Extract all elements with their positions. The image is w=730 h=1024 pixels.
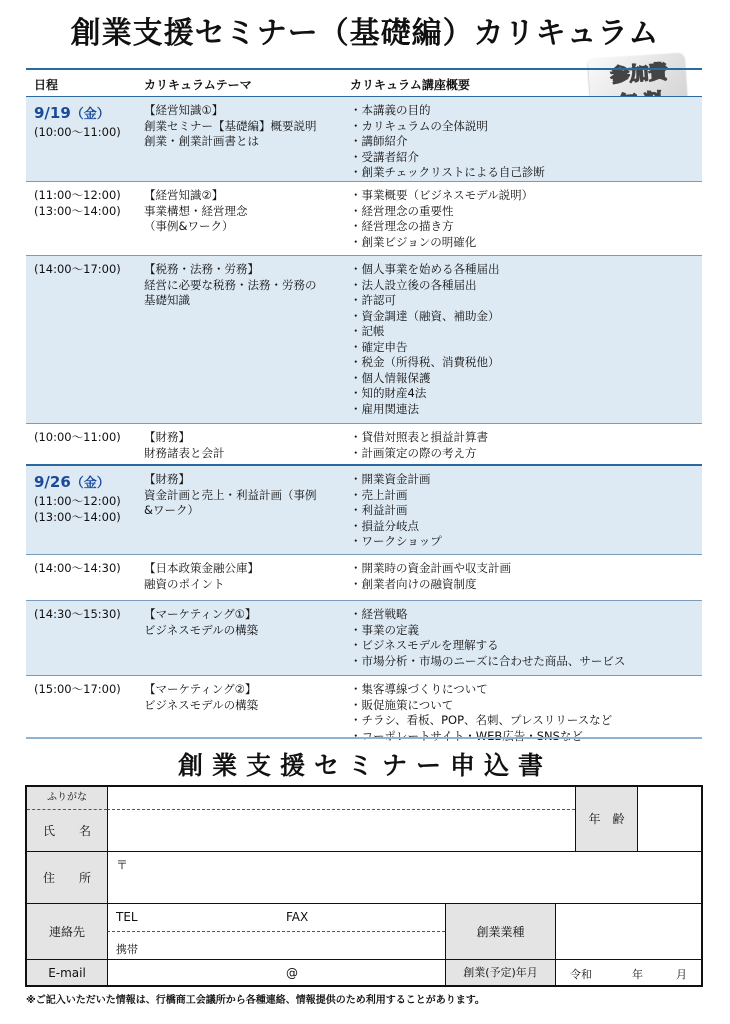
theme-line: 融資のポイント [144, 576, 225, 591]
email-field[interactable] [107, 959, 445, 985]
time-slot: (11:00～12:00) [34, 188, 121, 202]
summary-item: ・受講者紹介 [350, 149, 419, 164]
theme-line: 創業セミナー【基礎編】概要説明 [144, 118, 317, 133]
theme-line: 基礎知識 [144, 293, 190, 307]
address-label: 住 所 [27, 851, 107, 903]
tel-fax-field[interactable] [107, 903, 445, 931]
table-row [26, 97, 702, 182]
name-field[interactable] [107, 809, 575, 851]
session-date: 9/26（金） [34, 473, 110, 491]
summary-item: ・本講義の目的 [350, 103, 431, 117]
time-slot: (14:00～17:00) [34, 262, 121, 276]
summary-item: ・市場分析・市場のニーズに合わせた商品、サービス [350, 653, 626, 668]
summary-item: ・ビジネスモデルを理解する [350, 638, 499, 652]
postal-mark: 〒 [116, 858, 129, 872]
summary-item: ・経営理念の描き方 [350, 219, 454, 233]
age-field[interactable] [637, 787, 701, 851]
form-title: 創業支援セミナー申込書 [177, 751, 552, 780]
table-row [26, 256, 702, 424]
theme-line: （事例&ワーク） [144, 219, 234, 233]
contact-label: 連絡先 [27, 903, 107, 959]
theme-line: 【経営知識①】 [144, 103, 224, 117]
time-slot: (10:00～11:00) [34, 125, 121, 139]
time-slot: (14:30～15:30) [34, 607, 121, 621]
email-label: E-mail [27, 959, 107, 985]
session-date: 9/19（金） [34, 104, 110, 122]
address-field[interactable] [107, 851, 701, 903]
summary-item: ・経営戦略 [350, 607, 408, 621]
stamp-line-1: 参加費 [609, 61, 669, 87]
summary-item: ・利益計画 [350, 503, 408, 517]
at-sign: @ [286, 966, 298, 980]
theme-line: 【税務・法務・労務】 [144, 262, 259, 276]
privacy-note: ※ご記入いただいた情報は、行橋商工会議所から各種連絡、情報提供のため利用することがあります。 [26, 995, 485, 1006]
summary-item: ・講師紹介 [350, 134, 408, 148]
summary-item: ・事業の定義 [350, 622, 419, 637]
summary-item: ・確定申告 [350, 339, 408, 354]
page-title: 創業支援セミナー（基礎編）カリキュラム [70, 16, 660, 51]
summary-item: ・創業者向けの融資制度 [350, 576, 477, 591]
summary-item: ・個人情報保護 [350, 370, 431, 385]
summary-item: ・事業概要（ビジネスモデル説明） [350, 188, 534, 202]
theme-line: 経営に必要な税務・法務・労務の [144, 277, 317, 292]
theme-line: 【日本政策金融公庫】 [144, 561, 259, 575]
month-label: 月 [676, 968, 687, 981]
summary-item: ・チラシ、看板、POP、名刺、プレスリリースなど [350, 713, 613, 727]
summary-item: ・記帳 [350, 324, 385, 338]
tel-label: TEL [116, 910, 138, 924]
theme-line: 創業・創業計画書とは [144, 134, 259, 148]
time-slot: (13:00～14:00) [34, 203, 121, 218]
industry-field[interactable] [555, 903, 701, 959]
theme-line: ビジネスモデルの構築 [144, 622, 259, 637]
summary-item: ・ワークショップ [350, 534, 442, 548]
table-row [26, 424, 702, 466]
mobile-label: 携帯 [116, 943, 138, 956]
year-label: 年 [632, 968, 643, 981]
theme-line: 【マーケティング②】 [144, 682, 257, 696]
summary-item: ・個人事業を始める各種届出 [350, 262, 500, 276]
summary-item: ・税金（所得税、消費税他） [350, 355, 500, 369]
theme-line: 財務諸表と会計 [144, 445, 225, 460]
era-label: 令和 [570, 968, 592, 981]
founding-date-field[interactable] [555, 959, 701, 985]
table-row [26, 466, 702, 555]
summary-item: ・集客導線づくりについて [350, 682, 488, 696]
theme-line: 【マーケティング①】 [144, 607, 257, 621]
time-slot: (11:00～12:00) [34, 494, 121, 508]
theme-line: 事業構想・経営理念 [144, 203, 248, 218]
summary-item: ・開業時の資金計画や収支計画 [350, 561, 511, 575]
theme-line: 資金計画と売上・利益計画（事例 [144, 487, 317, 502]
name-label: 氏 名 [27, 809, 107, 851]
summary-item: ・損益分岐点 [350, 518, 419, 533]
summary-item: ・売上計画 [350, 487, 408, 502]
age-label: 年 齢 [575, 787, 637, 851]
summary-item: ・カリキュラムの全体説明 [350, 118, 488, 133]
summary-item: ・知的財産4法 [350, 386, 427, 400]
theme-line: &ワーク） [144, 503, 199, 517]
table-row [26, 601, 702, 676]
header-date: 日程 [34, 78, 59, 92]
summary-item: ・経営理念の重要性 [350, 203, 454, 218]
summary-item: ・法人設立後の各種届出 [350, 277, 477, 292]
theme-line: 【経営知識②】 [144, 188, 224, 202]
summary-item: ・計画策定の際の考え方 [350, 445, 477, 460]
industry-label: 創業業種 [445, 903, 555, 959]
summary-item: ・販促施策について [350, 697, 454, 712]
time-slot: (13:00～14:00) [34, 509, 121, 524]
time-slot: (14:00～14:30) [34, 561, 121, 575]
table-row [26, 555, 702, 601]
mobile-field[interactable] [107, 931, 445, 959]
summary-item: ・許認可 [350, 293, 396, 307]
summary-item: ・雇用関連法 [350, 401, 419, 416]
fax-label: FAX [286, 910, 309, 924]
summary-item: ・資金調達（融資、補助金） [350, 308, 500, 323]
summary-item: ・コーポレートサイト・WEB広告・SNSなど [350, 728, 583, 743]
section-divider [26, 737, 702, 739]
theme-line: 【財務】 [144, 472, 190, 486]
time-slot: (10:00～11:00) [34, 430, 121, 444]
summary-item: ・創業チェックリストによる自己診断 [350, 165, 545, 179]
summary-item: ・創業ビジョンの明確化 [350, 234, 477, 249]
furigana-label: ふりがな [27, 787, 107, 809]
application-form [25, 785, 703, 987]
header-summary: カリキュラム講座概要 [350, 78, 470, 92]
header-theme: カリキュラムテーマ [144, 78, 252, 92]
table-header [26, 70, 702, 97]
theme-line: ビジネスモデルの構築 [144, 697, 259, 712]
table-row [26, 676, 702, 746]
furigana-field[interactable] [107, 787, 575, 809]
theme-line: 【財務】 [144, 430, 190, 444]
summary-item: ・貸借対照表と損益計算書 [350, 430, 488, 444]
founding-label: 創業(予定)年月 [445, 959, 555, 985]
summary-item: ・開業資金計画 [350, 472, 431, 486]
table-row [26, 182, 702, 256]
time-slot: (15:00～17:00) [34, 682, 121, 696]
curriculum-table [26, 68, 702, 746]
